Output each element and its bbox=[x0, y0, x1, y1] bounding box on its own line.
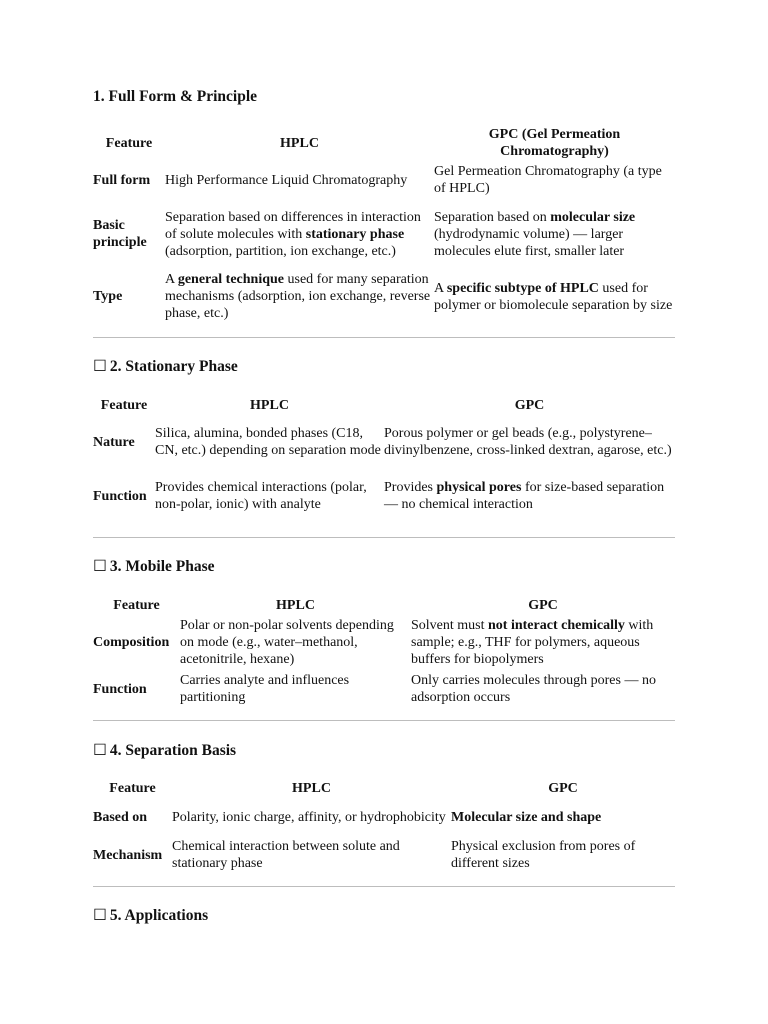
table-header-row bbox=[93, 396, 675, 415]
row-hplc: Provides chemical interactions (polar, non-polar, ionic) with analyte bbox=[155, 480, 367, 512]
table-row bbox=[93, 798, 675, 836]
section-3 bbox=[93, 558, 675, 705]
header-gpc: GPC bbox=[548, 781, 578, 796]
header-feature: Feature bbox=[109, 781, 156, 796]
row-gpc: Physical exclusion from pores of different sizes bbox=[451, 839, 636, 871]
row-hplc: Carries analyte and influences partitioning bbox=[180, 673, 350, 705]
row-gpc: Only carries molecules through pores — no adsorption occurs bbox=[411, 673, 656, 705]
row-hplc: A general technique used for many separation mechanisms (adsorption, ion exchange, reverse phase, etc.) bbox=[165, 272, 431, 321]
section-heading: 1. Full Form & Principle bbox=[93, 88, 258, 105]
section-divider bbox=[93, 337, 675, 338]
row-feature: Type bbox=[93, 289, 123, 304]
table-row bbox=[93, 269, 675, 324]
section-heading: ☐ 2. Stationary Phase bbox=[93, 358, 238, 375]
checkbox-icon: ☐ bbox=[93, 558, 107, 575]
row-hplc: Polarity, ionic charge, affinity, or hydrophobicity bbox=[172, 809, 446, 825]
row-gpc: Provides physical pores for size-based separation — no chemical interaction bbox=[384, 480, 665, 512]
row-gpc: Molecular size and shape bbox=[451, 809, 602, 825]
table-row bbox=[93, 670, 675, 708]
section-5 bbox=[93, 907, 675, 925]
section-divider bbox=[93, 537, 675, 538]
row-hplc: High Performance Liquid Chromatography bbox=[165, 172, 408, 188]
table-header-row bbox=[93, 779, 675, 798]
comparison-table bbox=[93, 396, 675, 523]
checkbox-icon: ☐ bbox=[93, 742, 107, 759]
row-feature: Nature bbox=[93, 434, 135, 450]
row-hplc: Polar or non-polar solvents depending on mode (e.g., water–methanol, acetonitrile, hexane) bbox=[180, 618, 394, 667]
table-row bbox=[93, 415, 675, 469]
header-hplc: HPLC bbox=[292, 781, 331, 796]
section-heading: ☐ 5. Applications bbox=[93, 907, 209, 924]
row-feature: Function bbox=[93, 488, 147, 504]
section-heading: ☐ 3. Mobile Phase bbox=[93, 558, 215, 575]
table-row bbox=[93, 615, 675, 670]
section-heading: ☐ 4. Separation Basis bbox=[93, 742, 237, 759]
table-row bbox=[93, 199, 675, 269]
comparison-table bbox=[93, 125, 675, 324]
row-gpc: Gel Permeation Chromatography (a type of HPLC) bbox=[434, 164, 662, 196]
row-feature: Mechanism bbox=[93, 847, 163, 863]
row-hplc: Chemical interaction between solute and stationary phase bbox=[172, 839, 400, 871]
table-row bbox=[93, 161, 675, 199]
comparison-table bbox=[93, 779, 675, 874]
comparison-table bbox=[93, 596, 675, 708]
section-divider bbox=[93, 720, 675, 721]
header-hplc: HPLC bbox=[276, 598, 315, 613]
row-gpc: Porous polymer or gel beads (e.g., polystyrene–divinylbenzene, cross-linked dextran, agarose, etc.) bbox=[384, 426, 672, 458]
table-row bbox=[93, 469, 675, 523]
header-gpc: GPC bbox=[528, 598, 558, 613]
table-row bbox=[93, 836, 675, 874]
row-feature: Function bbox=[93, 681, 147, 697]
section-1 bbox=[93, 88, 675, 321]
header-feature: Feature bbox=[113, 598, 160, 613]
header-feature: Feature bbox=[105, 135, 153, 151]
header-feature: Feature bbox=[100, 398, 148, 413]
row-gpc: Solvent must not interact chemically with sample; e.g., THF for polymers, aqueous buffers for biopolymers bbox=[411, 618, 654, 667]
table-header-row bbox=[93, 125, 675, 161]
section-4 bbox=[93, 742, 675, 871]
header-gpc: GPC (Gel Permeation Chromatography) bbox=[488, 127, 621, 159]
checkbox-icon: ☐ bbox=[93, 358, 107, 375]
table-header-row bbox=[93, 596, 675, 615]
section-divider bbox=[93, 886, 675, 887]
header-hplc: HPLC bbox=[280, 135, 319, 151]
row-feature: Based on bbox=[93, 809, 148, 825]
row-feature: Full form bbox=[93, 172, 151, 188]
row-hplc: Separation based on differences in interaction of solute molecules with stationary phase (adsorption, partition, ion exchange, etc.) bbox=[165, 209, 421, 259]
row-feature: Basic principle bbox=[93, 218, 147, 250]
row-gpc: A specific subtype of HPLC used for polymer or biomolecule separation by size bbox=[434, 280, 673, 313]
section-2 bbox=[93, 358, 675, 512]
header-gpc: GPC bbox=[514, 398, 545, 413]
row-feature: Composition bbox=[93, 635, 170, 650]
header-hplc: HPLC bbox=[250, 398, 289, 413]
row-gpc: Separation based on molecular size (hydrodynamic volume) — larger molecules elute first, smaller later bbox=[434, 209, 636, 259]
row-hplc: Silica, alumina, bonded phases (C18, CN, etc.) depending on separation mode bbox=[155, 426, 381, 458]
checkbox-icon: ☐ bbox=[93, 907, 107, 924]
